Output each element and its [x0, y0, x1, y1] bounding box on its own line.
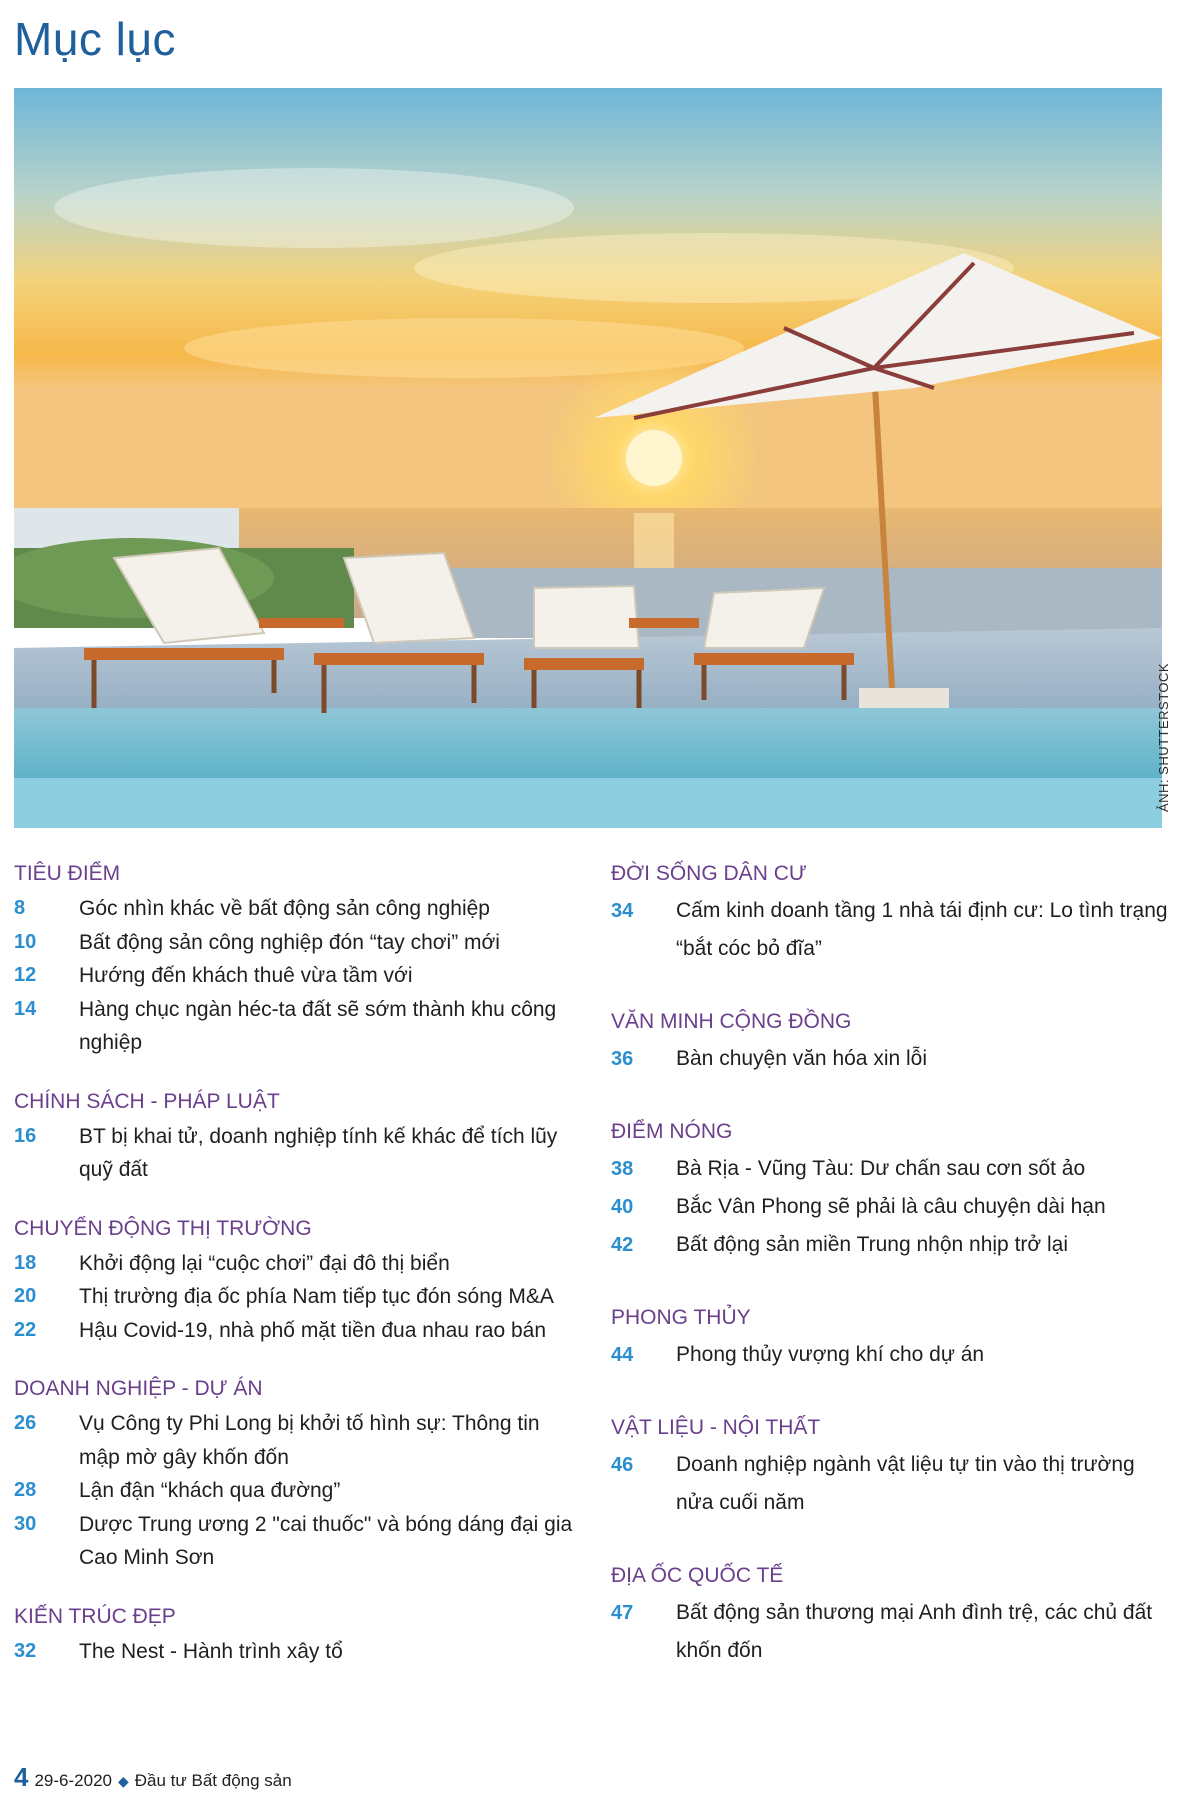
toc-entry[interactable]: [611, 1594, 1171, 1670]
section-heading: VẬT LIỆU - NỘI THẤT: [611, 1416, 821, 1439]
toc-entry-title: Bất động sản công nghiệp đón “tay chơi” mới: [79, 930, 500, 954]
toc-entry-page-number: 20: [14, 1285, 37, 1307]
toc-section: [14, 862, 574, 1060]
toc-entry-page-number: 32: [14, 1639, 37, 1662]
toc-entry[interactable]: [611, 1446, 1171, 1522]
toc-section: [611, 1010, 1171, 1078]
toc-entry-page-number: 42: [611, 1234, 634, 1256]
section-heading: ĐIỂM NÓNG: [611, 1120, 733, 1143]
toc-section: [611, 862, 1171, 968]
toc-entry-title: Doanh nghiệp ngành vật liệu tự tin vào thị trường nửa cuối năm: [676, 1453, 1135, 1514]
toc-entry-page-number: 18: [14, 1251, 37, 1274]
toc-entry-title: Góc nhìn khác về bất động sản công nghiệp: [79, 897, 490, 920]
toc-entry-page-number: 40: [611, 1196, 634, 1218]
toc-section: [14, 1217, 574, 1348]
hero-photo: [14, 88, 1162, 828]
toc-entry-title: Phong thủy vượng khí cho dự án: [676, 1343, 985, 1366]
toc-entry-page-number: 46: [611, 1454, 634, 1476]
page-footer: [14, 1762, 292, 1793]
toc-entry-page-number: 12: [14, 964, 37, 986]
section-heading: TIÊU ĐIỂM: [14, 862, 121, 885]
toc-section: [14, 1605, 574, 1669]
page-title: Mục lục: [14, 13, 176, 65]
toc-entry[interactable]: [14, 926, 574, 960]
toc-entry-title: The Nest - Hành trình xây tổ: [79, 1639, 343, 1663]
toc-entry[interactable]: [14, 1474, 574, 1508]
toc-entry-page-number: 10: [14, 930, 37, 953]
toc-entry[interactable]: [611, 1040, 1171, 1078]
toc-entry-title: Bất động sản miền Trung nhộn nhịp trở lại: [676, 1233, 1069, 1256]
toc-entry-title: Dược Trung ương 2 "cai thuốc" và bóng dáng đại gia Cao Minh Sơn: [79, 1512, 573, 1569]
toc-entry-title: Hàng chục ngàn héc-ta đất sẽ sớm thành khu công nghiệp: [79, 997, 557, 1054]
section-heading: ĐỊA ỐC QUỐC TẾ: [611, 1564, 784, 1587]
section-heading: KIẾN TRÚC ĐẸP: [14, 1604, 176, 1628]
toc-entry[interactable]: [14, 892, 574, 926]
toc-entry[interactable]: [14, 959, 574, 993]
toc-section: [611, 1564, 1171, 1670]
toc-entry[interactable]: [14, 1280, 574, 1314]
toc-section: [14, 1090, 574, 1187]
section-heading: DOANH NGHIỆP - DỰ ÁN: [14, 1377, 263, 1400]
toc-entry-page-number: 14: [14, 997, 37, 1020]
toc-entry-page-number: 44: [611, 1344, 634, 1366]
toc-entry[interactable]: [14, 1635, 574, 1669]
toc-entry[interactable]: [14, 1508, 574, 1575]
toc-entry[interactable]: [611, 1188, 1171, 1226]
toc-right-column: [611, 862, 1171, 1712]
toc-entry-page-number: 47: [611, 1602, 634, 1624]
toc-entry-page-number: 38: [611, 1158, 634, 1180]
toc-section: [611, 1120, 1171, 1264]
footer-date: 29-6-2020: [34, 1771, 112, 1790]
toc-entry-page-number: 36: [611, 1048, 634, 1070]
toc-entry-title: Hậu Covid-19, nhà phố mặt tiền đua nhau rao bán: [79, 1318, 546, 1342]
toc-entry-page-number: 28: [14, 1479, 37, 1501]
toc-entry-page-number: 16: [14, 1124, 37, 1147]
section-heading: ĐỜI SỐNG DÂN CƯ: [611, 862, 807, 885]
toc-entry-page-number: 22: [14, 1318, 37, 1341]
toc-entry-title: Hướng đến khách thuê vừa tầm với: [79, 964, 413, 987]
section-heading: CHUYỂN ĐỘNG THỊ TRƯỜNG: [14, 1216, 312, 1240]
section-heading: CHÍNH SÁCH - PHÁP LUẬT: [14, 1089, 280, 1113]
toc-entry-title: Lận đận “khách qua đường”: [79, 1479, 341, 1502]
toc-entry[interactable]: [14, 1314, 574, 1348]
toc-left-column: [14, 862, 574, 1698]
toc-entry-title: Bắc Vân Phong sẽ phải là câu chuyện dài hạn: [676, 1195, 1106, 1218]
section-heading: VĂN MINH CỘNG ĐỒNG: [611, 1010, 852, 1033]
footer-publication: Đầu tư Bất động sản: [134, 1771, 292, 1790]
toc-section: [611, 1416, 1171, 1522]
photo-credit: ẢNH: SHUTTERSTOCK: [1156, 662, 1171, 812]
toc-entry[interactable]: [611, 1226, 1171, 1264]
toc-entry[interactable]: [611, 892, 1171, 968]
toc-entry-title: Thị trường địa ốc phía Nam tiếp tục đón sóng M&A: [79, 1285, 554, 1308]
toc-entry-title: Cấm kinh doanh tầng 1 nhà tái định cư: Lo tình trạng “bắt cóc bỏ đĩa”: [676, 899, 1168, 960]
toc-entry-title: Bà Rịa - Vũng Tàu: Dư chấn sau cơn sốt ảo: [676, 1157, 1086, 1180]
toc-entry-title: Bàn chuyện văn hóa xin lỗi: [676, 1047, 928, 1070]
toc-entry-title: BT bị khai tử, doanh nghiệp tính kế khác để tích lũy quỹ đất: [79, 1124, 558, 1181]
toc-entry-page-number: 26: [14, 1412, 37, 1434]
toc-section: [14, 1377, 574, 1575]
beach-sunset-illustration: [14, 88, 1162, 828]
section-heading: PHONG THỦY: [611, 1306, 751, 1329]
toc-entry-title: Bất động sản thương mại Anh đình trệ, các chủ đất khốn đốn: [676, 1601, 1153, 1662]
toc-entry-title: Khởi động lại “cuộc chơi” đại đô thị biển: [79, 1251, 450, 1275]
toc-entry-page-number: 8: [14, 897, 26, 919]
toc-entry[interactable]: [14, 993, 574, 1060]
toc-entry-page-number: 30: [14, 1512, 37, 1535]
diamond-icon: ◆: [117, 1773, 129, 1789]
toc-entry[interactable]: [14, 1120, 574, 1187]
toc-entry[interactable]: [14, 1247, 574, 1281]
toc-section: [611, 1306, 1171, 1374]
toc-entry[interactable]: [611, 1150, 1171, 1188]
toc-entry-page-number: 34: [611, 900, 634, 922]
footer-page-number: 4: [14, 1762, 29, 1792]
toc-entry[interactable]: [14, 1407, 574, 1474]
toc-entry[interactable]: [611, 1336, 1171, 1374]
toc-entry-title: Vụ Công ty Phi Long bị khởi tố hình sự: Thông tin mập mờ gây khốn đốn: [79, 1412, 540, 1469]
